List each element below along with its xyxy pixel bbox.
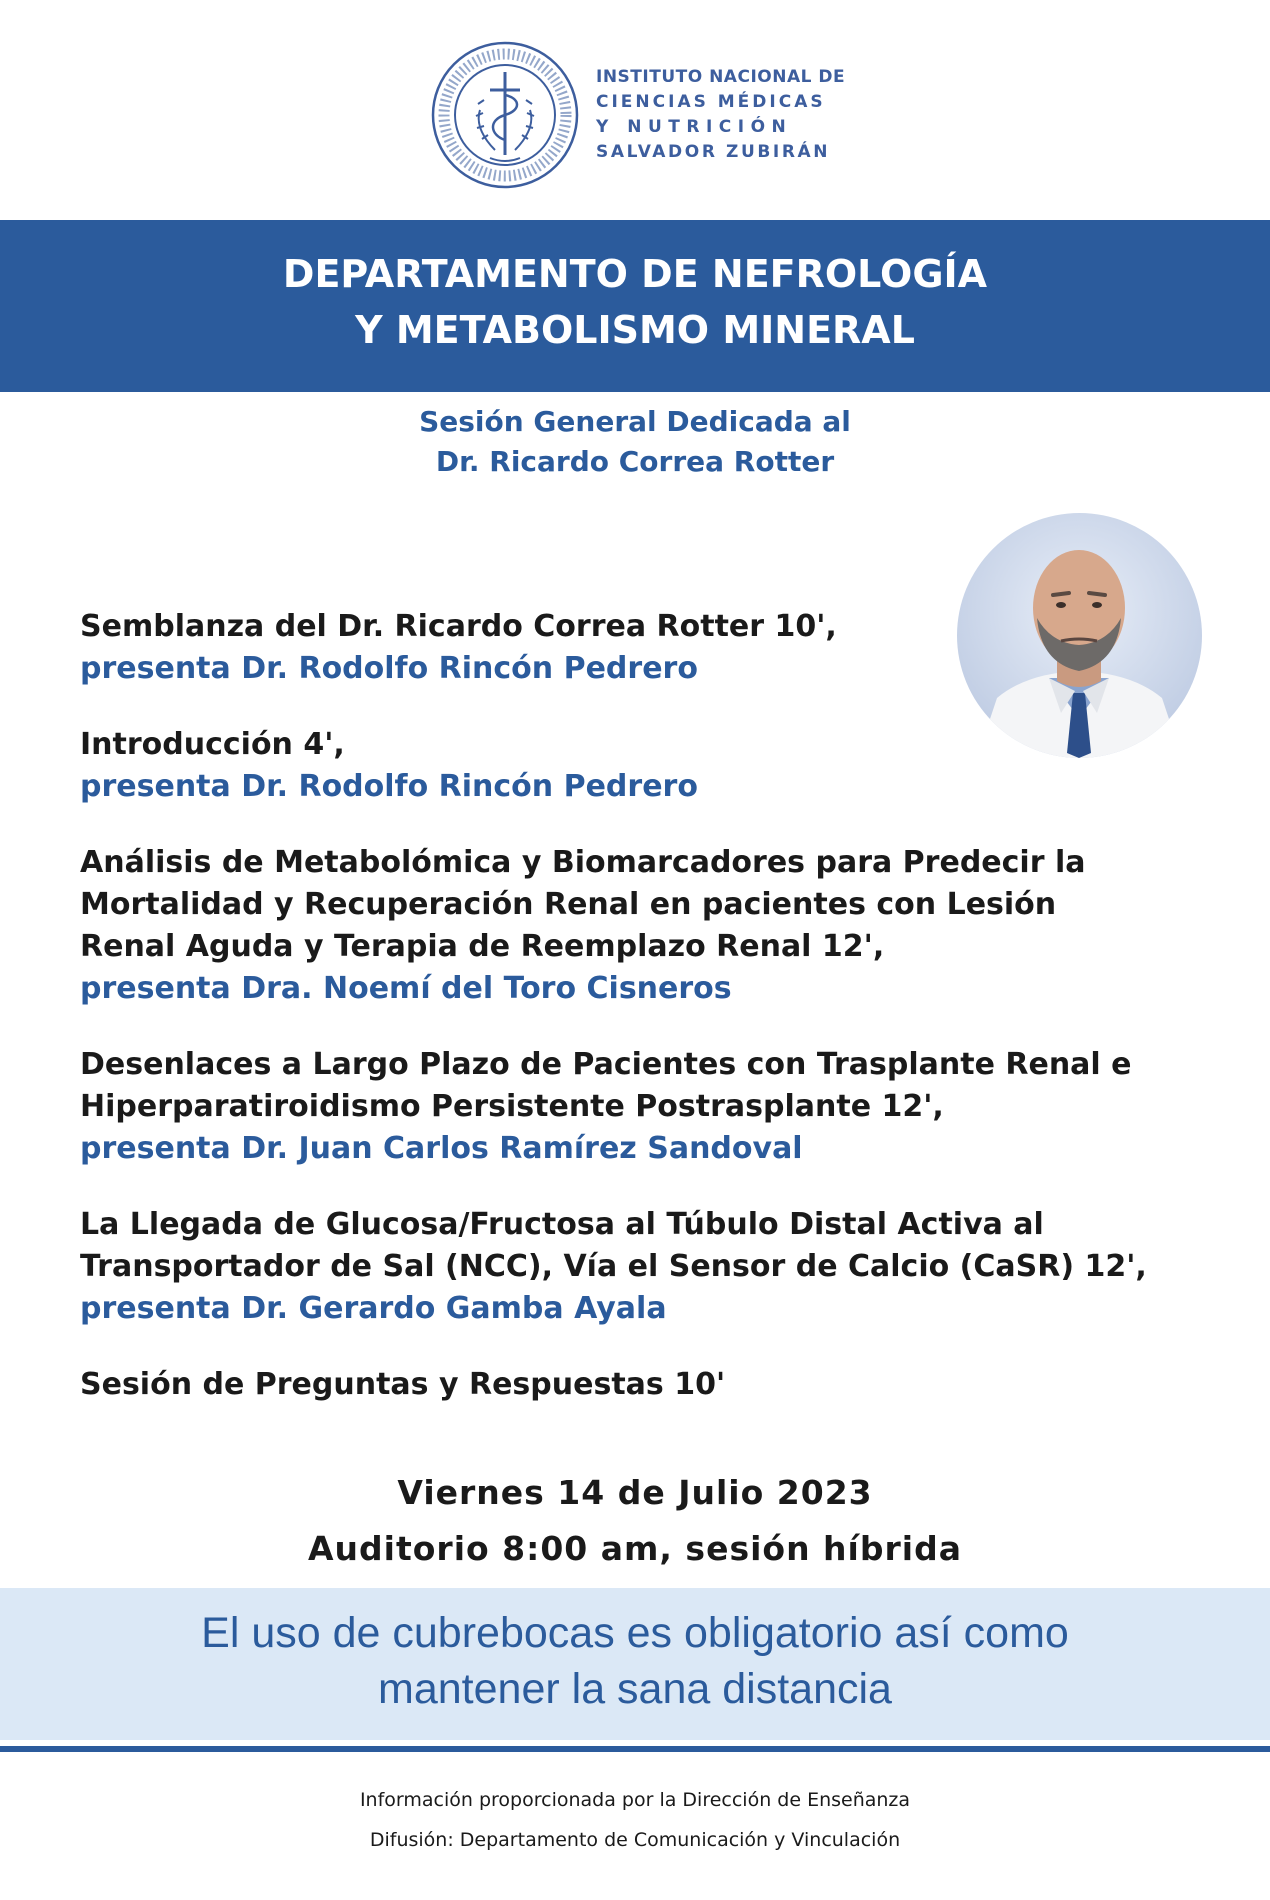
agenda-presenter: presenta Dr. Rodolfo Rincón Pedrero xyxy=(80,651,698,686)
session-dedication-line: Dr. Ricardo Correa Rotter xyxy=(435,445,835,478)
agenda-topic: Renal Aguda y Terapia de Reemplazo Renal 12', xyxy=(80,929,885,964)
mask-notice xyxy=(0,1588,1270,1740)
footer-diffusion: Difusión: Departamento de Comunicación y Vinculación xyxy=(369,1829,901,1851)
agenda-topic: Transportador de Sal (NCC), Vía el Sensor de Calcio (CaSR) 12', xyxy=(80,1249,1147,1284)
mask-notice-line: mantener la sana distancia xyxy=(378,1665,892,1713)
institution-name-line: CIENCIAS MÉDICAS xyxy=(596,92,826,112)
mask-notice-line: El uso de cubrebocas es obligatorio así como xyxy=(201,1609,1069,1657)
session-dedication xyxy=(0,402,1270,482)
agenda-list xyxy=(80,606,1230,1440)
agenda-topic: Sesión de Preguntas y Respuestas 10' xyxy=(80,1367,726,1402)
institution-logo xyxy=(430,40,850,190)
agenda-topic: Hiperparatiroidismo Persistente Postrasplante 12', xyxy=(80,1089,944,1124)
institution-seal-icon xyxy=(430,40,580,190)
institution-name-line: INSTITUTO NACIONAL DE xyxy=(596,67,846,87)
department-title xyxy=(0,220,1270,358)
agenda-presenter: presenta Dr. Rodolfo Rincón Pedrero xyxy=(80,769,698,804)
department-banner xyxy=(0,220,1270,392)
event-info xyxy=(0,1465,1270,1577)
session-dedication-line: Sesión General Dedicada al xyxy=(419,405,851,438)
agenda-topic: Introducción 4', xyxy=(80,727,345,762)
agenda-item xyxy=(80,1364,1230,1406)
department-title-line: DEPARTAMENTO DE NEFROLOGÍA xyxy=(282,252,988,296)
agenda-topic: Análisis de Metabolómica y Biomarcadores para Predecir la xyxy=(80,845,1086,880)
footer-divider xyxy=(0,1746,1270,1752)
department-title-line: Y METABOLISMO MINERAL xyxy=(355,308,915,352)
institution-name-line: Y NUTRICIÓN xyxy=(596,117,793,137)
event-place: Auditorio 8:00 am, sesión híbrida xyxy=(308,1529,962,1568)
agenda-topic: Desenlaces a Largo Plazo de Pacientes con Trasplante Renal e xyxy=(80,1047,1132,1082)
agenda-item xyxy=(80,1204,1230,1330)
agenda-item xyxy=(80,842,1230,1010)
agenda-item xyxy=(80,606,1230,690)
footer xyxy=(0,1780,1270,1860)
agenda-presenter: presenta Dr. Gerardo Gamba Ayala xyxy=(80,1291,667,1326)
event-date: Viernes 14 de Julio 2023 xyxy=(397,1473,873,1512)
institution-name xyxy=(596,65,866,165)
agenda-presenter: presenta Dra. Noemí del Toro Cisneros xyxy=(80,971,732,1006)
agenda-item xyxy=(80,1044,1230,1170)
institution-name-line: SALVADOR ZUBIRÁN xyxy=(596,142,831,162)
agenda-topic: Semblanza del Dr. Ricardo Correa Rotter 10', xyxy=(80,609,837,644)
agenda-topic: La Llegada de Glucosa/Fructosa al Túbulo Distal Activa al xyxy=(80,1207,1044,1242)
footer-info-source: Información proporcionada por la Dirección de Enseñanza xyxy=(359,1789,911,1811)
agenda-topic: Mortalidad y Recuperación Renal en pacientes con Lesión xyxy=(80,887,1057,922)
agenda-presenter: presenta Dr. Juan Carlos Ramírez Sandoval xyxy=(80,1131,803,1166)
agenda-item xyxy=(80,724,1230,808)
